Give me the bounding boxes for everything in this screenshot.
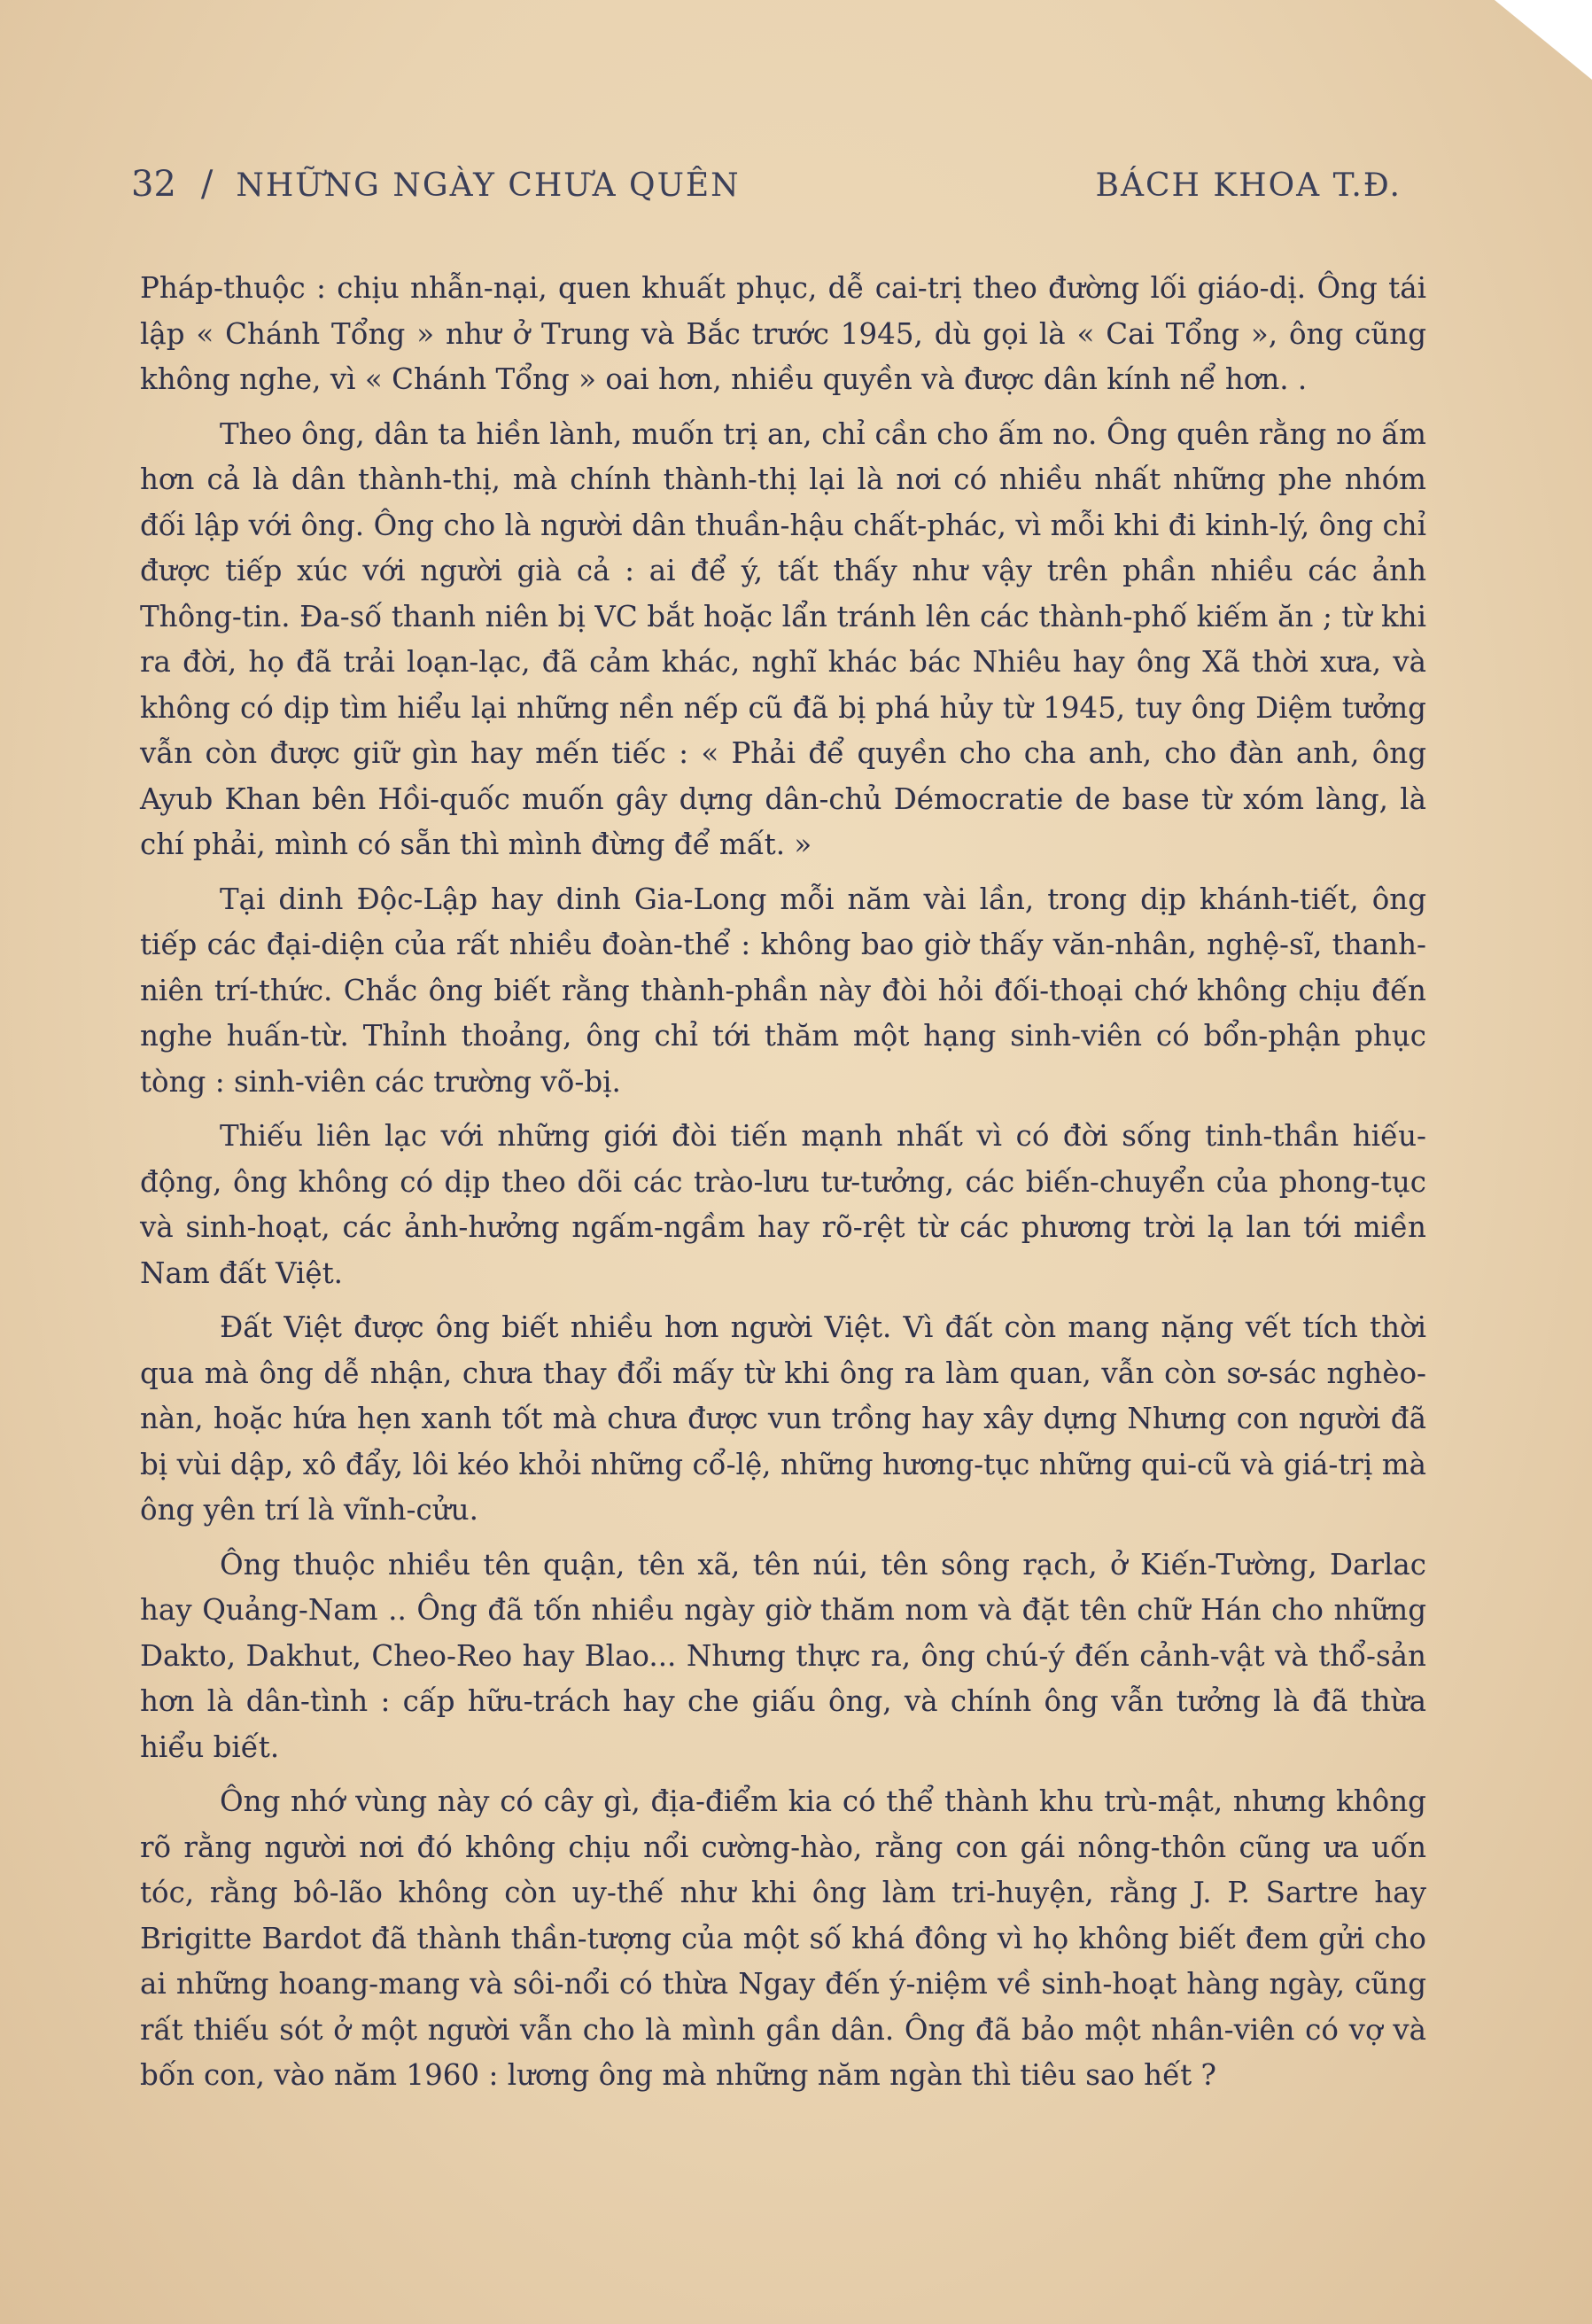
running-title: NHỮNG NGÀY CHƯA QUÊN — [236, 167, 741, 204]
publication-name: BÁCH KHOA T.Đ. — [1095, 167, 1402, 204]
paragraph: Pháp-thuộc : chịu nhẫn-nại, quen khuất phục, dễ cai-trị theo đường lối giáo-dị. Ông tái lập « Chánh Tổng » như ở Trung và Bắc trước 1945, dù gọi là « Cai Tổng », ông cũng không nghe, vì « Chánh Tổng » oai hơn, nhiều quyền và được dân kính nể hơn. . — [140, 271, 1426, 396]
page-header — [131, 164, 1402, 217]
paragraph: Đất Việt được ông biết nhiều hơn người Việt. Vì đất còn mang nặng vết tích thời qua mà ông dễ nhận, chưa thay đổi mấy từ khi ông ra làm quan, vẫn còn sơ-sác nghèo-nàn, hoặc hứa hẹn xanh tốt mà chưa được vun trồng hay xây dựng Nhưng con người đã bị vùi dập, xô đẩy, lôi kéo khỏi những cổ-lệ, những hương-tục những qui-cũ và giá-trị mà ông yên trí là vĩnh-cửu. — [140, 1310, 1426, 1527]
paragraph: Thiếu liên lạc với những giới đòi tiến mạnh nhất vì có đời sống tinh-thần hiếu-động, ông không có dịp theo dõi các trào-lưu tư-tưởng, các biến-chuyển của phong-tục và sinh-hoạt, các ảnh-hưởng ngấm-ngầm hay rõ-rệt từ các phương trời lạ lan tới miền Nam đất Việt. — [140, 1119, 1426, 1290]
body-text — [140, 266, 1426, 2099]
paragraph: Ông nhớ vùng này có cây gì, địa-điểm kia có thể thành khu trù-mật, nhưng không rõ rằng người nơi đó không chịu nổi cường-hào, rằng con gái nông-thôn cũng ưa uốn tóc, rằng bô-lão không còn uy-thế như khi ông làm tri-huyện, rằng J. P. Sartre hay Brigitte Bardot đã thành thần-tượng của một số khá đông vì họ không biết đem gửi cho ai những hoang-mang và sôi-nổi có thừa Ngay đến ý-niệm về sinh-hoạt hàng ngày, cũng rất thiếu sót ở một người vẫn cho là mình gần dân. Ông đã bảo một nhân-viên có vợ và bốn con, vào năm 1960 : lương ông mà những năm ngàn thì tiêu sao hết ? — [140, 1784, 1426, 2092]
torn-corner — [1495, 0, 1592, 80]
paragraph: Tại dinh Độc-Lập hay dinh Gia-Long mỗi năm vài lần, trong dịp khánh-tiết, ông tiếp các đại-diện của rất nhiều đoàn-thể : không bao giờ thấy văn-nhân, nghệ-sĩ, thanh-niên trí-thức. Chắc ông biết rằng thành-phần này đòi hỏi đối-thoại chớ không chịu đến nghe huấn-từ. Thỉnh thoảng, ông chỉ tới thăm một hạng sinh-viên có bổn-phận phục tòng : sinh-viên các trường võ-bị. — [140, 882, 1426, 1099]
page-number: 32 — [131, 164, 176, 205]
paragraph: Ông thuộc nhiều tên quận, tên xã, tên núi, tên sông rạch, ở Kiến-Tường, Darlac hay Quảng-Nam .. Ông đã tốn nhiều ngày giờ thăm nom và đặt tên chữ Hán cho những Dakto, Dakhut, Cheo-Reo hay Blao... Nhưng thực ra, ông chú-ý đến cảnh-vật và thổ-sản hơn là dân-tình : cấp hữu-trách hay che giấu ông, và chính ông vẫn tưởng là đã thừa hiểu biết. — [140, 1547, 1426, 1764]
header-separator: / — [200, 164, 214, 205]
paragraph: Theo ông, dân ta hiền lành, muốn trị an, chỉ cần cho ấm no. Ông quên rằng no ấm hơn cả là dân thành-thị, mà chính thành-thị lại là nơi có nhiều nhất những phe nhóm đối lập với ông. Ông cho là người dân thuần-hậu chất-phác, vì mỗi khi đi kinh-lý, ông chỉ được tiếp xúc với người già cả : ai để ý, tất thấy như vậy trên phần nhiều các ảnh Thông-tin. Đa-số thanh niên bị VC bắt hoặc lẩn tránh lên các thành-phố kiếm ăn ; từ khi ra đời, họ đã trải loạn-lạc, đã cảm khác, nghĩ khác bác Nhiêu hay ông Xã thời xưa, và không có dịp tìm hiểu lại những nền nếp cũ đã bị phá hủy từ 1945, tuy ông Diệm tưởng vẫn còn được giữ gìn hay mến tiếc : « Phải để quyền cho cha anh, cho đàn anh, ông Ayub Khan bên Hồi-quốc muốn gây dựng dân-chủ Démocratie de base từ xóm làng, là chí phải, mình có sẵn thì mình đừng để mất. » — [140, 416, 1426, 861]
